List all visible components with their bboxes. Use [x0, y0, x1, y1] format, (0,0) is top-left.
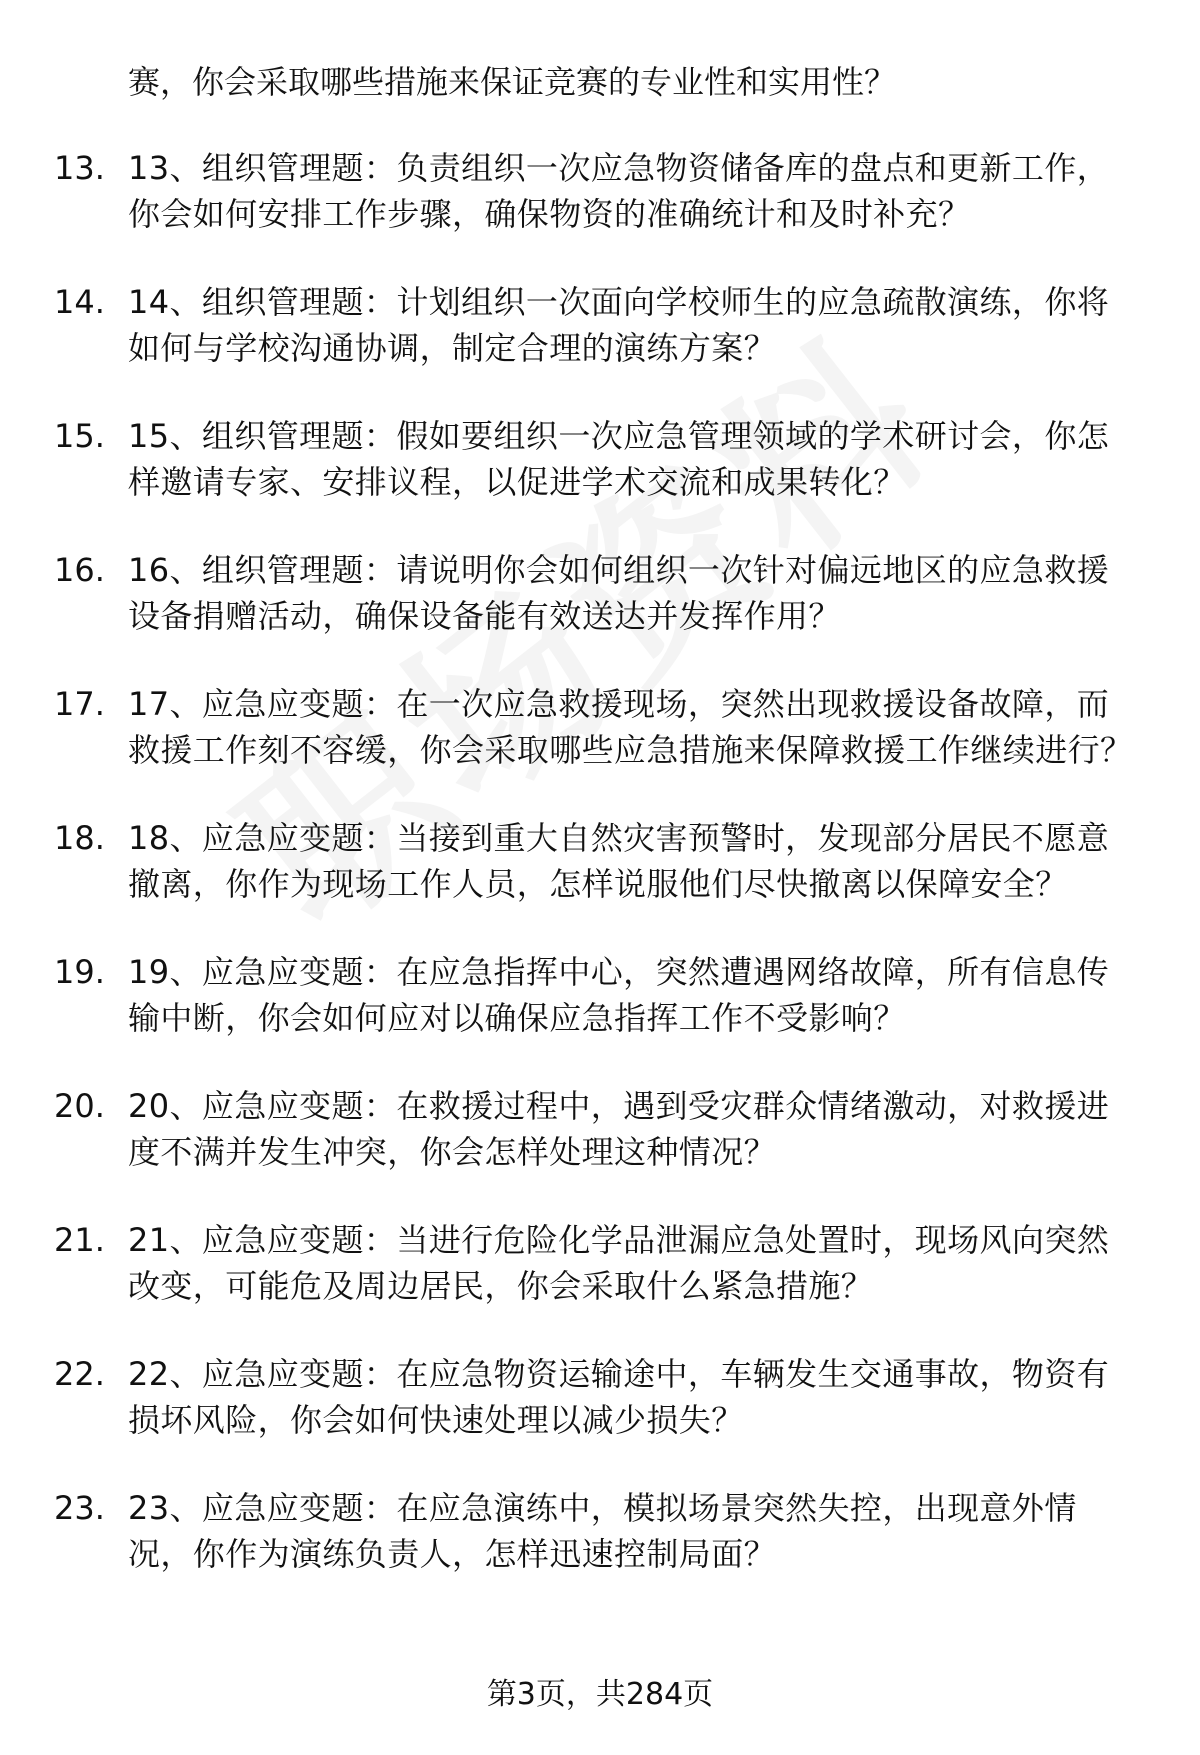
question-item	[0, 547, 1200, 639]
page-footer: 第3页，共284页	[486, 1677, 714, 1712]
question-text: 21、应急应变题：当进行危险化学品泄漏应急处置时，现场风向突然改变，可能危及周边居民，你会采取什么紧急措施？	[128, 1221, 1110, 1305]
question-number: 20.	[54, 1087, 105, 1125]
question-item	[0, 413, 1200, 505]
question-item	[0, 949, 1200, 1041]
question-number: 16.	[54, 551, 105, 589]
question-number: 23.	[54, 1489, 105, 1527]
question-item	[0, 681, 1200, 773]
question-item	[0, 815, 1200, 907]
question-item	[0, 1351, 1200, 1443]
continuation-text: 赛，你会采取哪些措施来保证竞赛的专业性和实用性？	[128, 63, 897, 101]
question-text: 20、应急应变题：在救援过程中，遇到受灾群众情绪激动，对救援进度不满并发生冲突，你会怎样处理这种情况？	[128, 1087, 1110, 1171]
question-item	[0, 145, 1200, 237]
question-text: 13、组织管理题：负责组织一次应急物资储备库的盘点和更新工作，你会如何安排工作步骤，确保物资的准确统计和及时补充？	[128, 149, 1110, 233]
question-text: 15、组织管理题：假如要组织一次应急管理领域的学术研讨会，你怎样邀请专家、安排议程，以促进学术交流和成果转化？	[128, 417, 1110, 501]
question-item	[0, 1083, 1200, 1175]
question-item	[0, 1217, 1200, 1309]
question-text: 14、组织管理题：计划组织一次面向学校师生的应急疏散演练，你将如何与学校沟通协调，制定合理的演练方案？	[128, 283, 1110, 367]
question-number: 22.	[54, 1355, 105, 1393]
question-number: 19.	[54, 953, 105, 991]
question-item	[0, 1485, 1200, 1577]
question-text: 17、应急应变题：在一次应急救援现场，突然出现救援设备故障，而救援工作刻不容缓，你会采取哪些应急措施来保障救援工作继续进行？	[128, 685, 1133, 769]
question-number: 13.	[54, 149, 105, 187]
question-text: 23、应急应变题：在应急演练中，模拟场景突然失控，出现意外情况，你作为演练负责人，怎样迅速控制局面？	[128, 1489, 1077, 1573]
question-item	[0, 279, 1200, 371]
question-list	[0, 145, 1200, 1619]
question-number: 18.	[54, 819, 105, 857]
question-text: 16、组织管理题：请说明你会如何组织一次针对偏远地区的应急救援设备捐赠活动，确保设备能有效送达并发挥作用？	[128, 551, 1110, 635]
question-text: 19、应急应变题：在应急指挥中心，突然遭遇网络故障，所有信息传输中断，你会如何应对以确保应急指挥工作不受影响？	[128, 953, 1110, 1037]
question-text: 18、应急应变题：当接到重大自然灾害预警时，发现部分居民不愿意撤离，你作为现场工作人员，怎样说服他们尽快撤离以保障安全？	[128, 819, 1110, 903]
question-number: 14.	[54, 283, 105, 321]
question-number: 15.	[54, 417, 105, 455]
question-number: 17.	[54, 685, 105, 723]
question-text: 22、应急应变题：在应急物资运输途中，车辆发生交通事故，物资有损坏风险，你会如何快速处理以减少损失？	[128, 1355, 1110, 1439]
question-number: 21.	[54, 1221, 105, 1259]
